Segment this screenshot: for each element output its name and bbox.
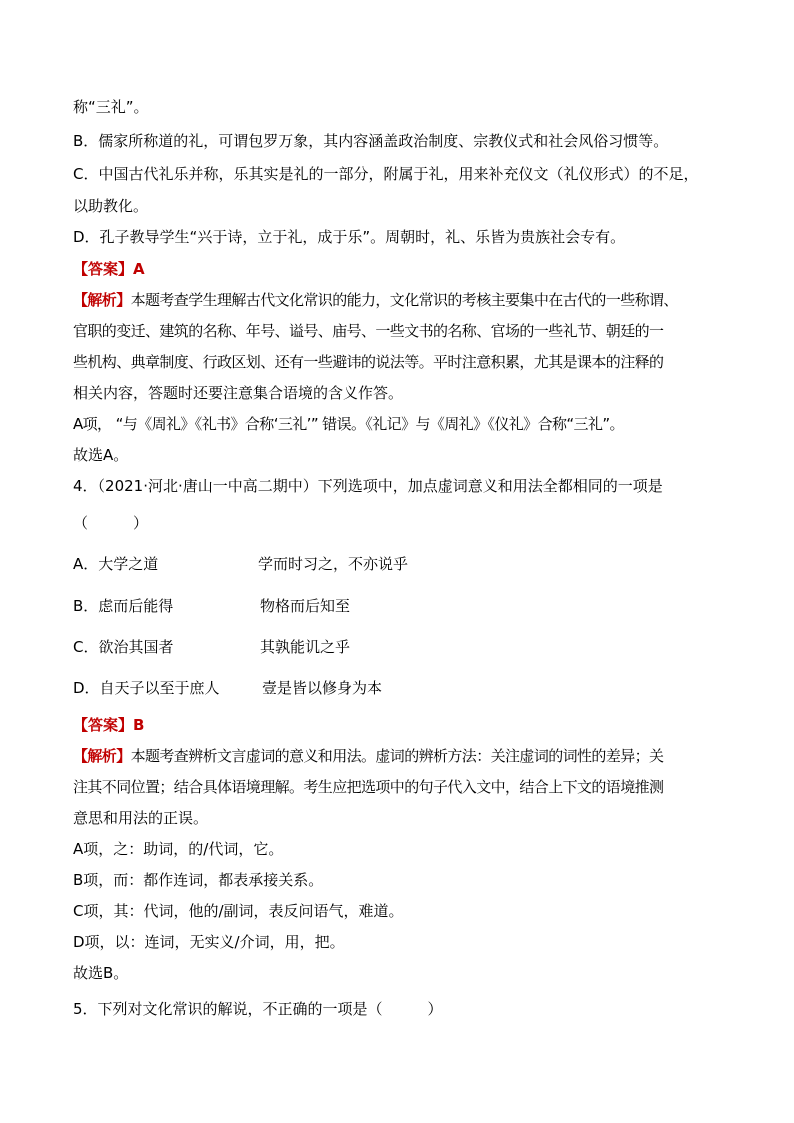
q3-analysis-line4: 相关内容，答题时还要注意集合语境的含义作答。 — [73, 384, 404, 402]
q4-analysis-item-a: A项，之：助词，的/代词，它。 — [73, 840, 284, 858]
answer-tag: 【答案】 — [73, 260, 134, 278]
analysis-text: 本题考查学生理解古代文化常识的能力，文化常识的考核主要集中在古代的一些称谓、 — [130, 291, 678, 309]
q5-stem: 5．下列对文化常识的解说，不正确的一项是（ ） — [73, 1000, 443, 1018]
analysis-tag: 【解析】 — [73, 291, 131, 309]
q4-option-c-right: 其孰能讥之乎 — [260, 638, 351, 656]
answer-value: B — [133, 716, 145, 734]
q4-analysis-item-b: B项，而：都作连词，都表承接关系。 — [73, 871, 324, 889]
analysis-tag: 【解析】 — [73, 747, 131, 765]
q3-analysis-line3: 些机构、典章制度、行政区划、还有一些避讳的说法等。平时注意积累，尤其是课本的注释的 — [73, 353, 664, 371]
q4-analysis-item-d: D项，以：连词，无实义/介词，用，把。 — [73, 933, 345, 951]
q4-option-b-left: B．虑而后能得 — [73, 597, 174, 615]
q4-option-b-right: 物格而后知至 — [260, 597, 351, 615]
q4-analysis-line1 — [73, 746, 663, 766]
answer-tag: 【答案】 — [73, 716, 134, 734]
q3-option-d: D．孔子教导学生“兴于诗，立于礼，成于乐”。周朝时，礼、乐皆为贵族社会专有。 — [73, 228, 626, 246]
q4-analysis-line2: 注其不同位置；结合具体语境理解。考生应把选项中的句子代入文中，结合上下文的语境推测 — [73, 778, 664, 796]
q4-option-d-right: 壹是皆以修身为本 — [262, 679, 383, 697]
q4-answer — [73, 715, 144, 735]
q3-conclusion: 故选A。 — [73, 446, 129, 464]
answer-value: A — [133, 260, 145, 278]
q3-analysis-line2: 官职的变迁、建筑的名称、年号、谥号、庙号、一些文书的名称、官场的一些礼节、朝廷的一 — [73, 322, 664, 340]
q4-option-a-left: A．大学之道 — [73, 555, 159, 573]
q3-option-b: B．儒家所称道的礼，可谓包罗万象，其内容涵盖政治制度、宗教仪式和社会风俗习惯等。 — [73, 132, 669, 150]
q3-option-c-line2: 以助教化。 — [73, 197, 149, 215]
q3-analysis-line5: A项， “与《周礼》《礼书》合称‘三礼’” 错误。《礼记》与《周礼》《仪礼》合称“三礼”。 — [73, 415, 624, 433]
q4-stem: 4．（2021·河北·唐山一中高二期中）下列选项中，加点虚词意义和用法全都相同的一项是 — [73, 477, 663, 495]
q4-option-d-left: D．自天子以至于庶人 — [73, 679, 220, 697]
q4-option-c-left: C．欲治其国者 — [73, 638, 174, 656]
continuation-line: 称“三礼”。 — [73, 98, 149, 116]
q4-analysis-item-c: C项，其：代词，他的/副词，表反问语气，难道。 — [73, 902, 404, 920]
q4-conclusion: 故选B。 — [73, 964, 129, 982]
q4-blank: （ ） — [73, 514, 149, 532]
analysis-text: 本题考查辨析文言虚词的意义和用法。虚词的辨析方法：关注虚词的词性的差异；关 — [130, 747, 664, 765]
q4-option-a-right: 学而时习之，不亦说乎 — [258, 555, 409, 573]
q3-answer — [73, 259, 145, 279]
q3-option-c-line1: C．中国古代礼乐并称，乐其实是礼的一部分，附属于礼，用来补充仪文（礼仪形式）的不足， — [73, 165, 699, 183]
q3-analysis-line1 — [73, 290, 678, 310]
q4-analysis-line3: 意思和用法的正误。 — [73, 809, 209, 827]
